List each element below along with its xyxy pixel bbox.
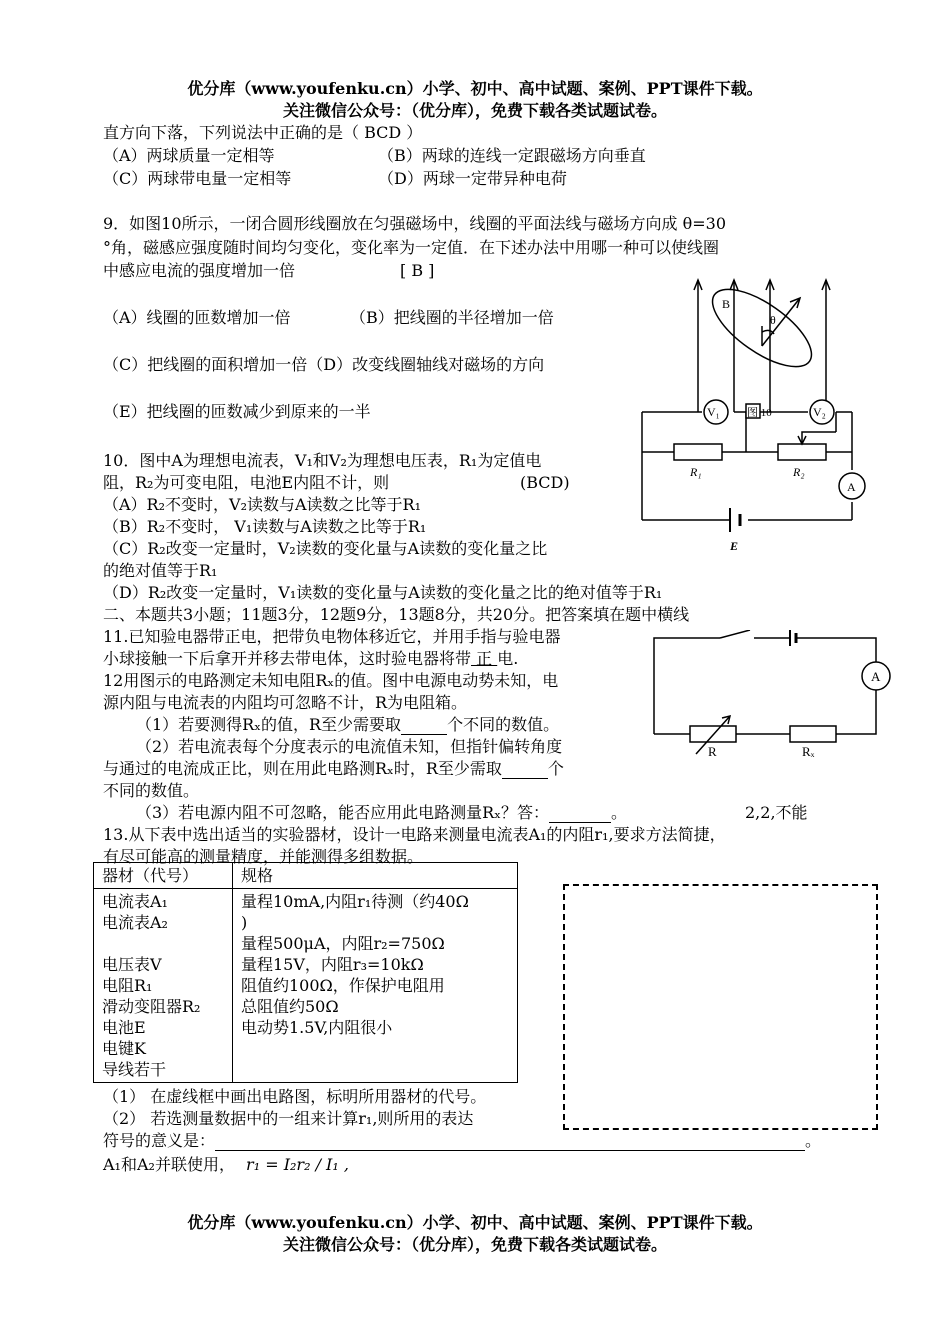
- q9-option-b: （B）把线圈的半径增加一倍: [350, 308, 554, 327]
- q9-line-3: 中感应电流的强度增加一倍: [103, 261, 296, 280]
- table-header-spec: 规格: [233, 863, 518, 889]
- q8-stem: 直方向下落，下列说法中正确的是（ BCD ）: [103, 123, 423, 142]
- table-spec-a1-cont: ): [241, 913, 248, 932]
- fig10-label-r1: R₁: [690, 465, 702, 479]
- fig10-label-theta: θ: [770, 313, 776, 327]
- fig12-label-a: A: [871, 669, 881, 684]
- q12-part-2b: 与通过的电流成正比，则在用此电路测Rₓ时，R至少需取: [103, 759, 502, 778]
- q13-answer: [103, 1154, 349, 1175]
- q12-line-2: 源内阻与电流表的内阻均可忽略不计，R为电阻箱。: [103, 693, 468, 712]
- q13-formula: r₁ = I₂r₂ / I₁ ,: [246, 1155, 349, 1174]
- q12-part-1a: （1）若要测得Rₓ的值，R至少需要取: [136, 715, 402, 734]
- q12-part-1b: 个不同的数值。: [447, 715, 560, 734]
- q12-blank-3[interactable]: [549, 804, 611, 823]
- table-spec-a1: 量程10mA,内阻r₁待测（约40Ω: [241, 892, 469, 911]
- q12-part-3: [136, 802, 627, 823]
- fig10-label-r2: R₂: [793, 465, 805, 479]
- q12-part-3a: （3）若电源内阻不可忽略，能否应用此电路测量Rₓ？答：: [136, 803, 550, 822]
- fig12-label-r: R: [708, 744, 717, 759]
- table-name-r2: 滑动变阻器R₂: [102, 997, 201, 1016]
- q10-line-2: 阻，R₂为可变电阻，电池E内阻不计，则: [103, 473, 390, 492]
- fig10-label-v2: V₂: [813, 405, 826, 419]
- q13-part-2-end: 。: [805, 1131, 822, 1150]
- q12-answer: 2,2,不能: [745, 803, 808, 822]
- circuit-drawing-box[interactable]: [563, 884, 878, 1130]
- q12-blank-1[interactable]: [401, 716, 447, 735]
- table-spec-e: 电动势1.5V,内阻很小: [241, 1018, 393, 1037]
- q12-line-1: 12用图示的电路测定未知电阻Rₓ的值。图中电源电动势未知，电: [103, 671, 559, 690]
- q9-answer: [ B ]: [400, 261, 435, 280]
- q10-answer: (BCD): [520, 473, 570, 492]
- q8-option-c: （C）两球带电量一定相等: [103, 169, 292, 188]
- q10-option-d: （D）R₂改变一定量时，V₁读数的变化量与A读数的变化量之比的绝对值等于R₁: [103, 583, 663, 602]
- q13-line-2: 有尽可能高的测量精度，并能测得多组数据。: [103, 847, 424, 866]
- q12-part-3-end: 。: [611, 803, 628, 822]
- figure-12-diagram: [650, 630, 915, 760]
- table-name-a2: 电流表A₂: [102, 913, 168, 932]
- section-2-title: 二、本题共3小题；11题3分，12题9分，13题8分，共20分。把答案填在题中横线: [103, 605, 690, 624]
- q8-option-b: （B）两球的连线一定跟磁场方向垂直: [378, 146, 646, 165]
- table-spec-r2: 总阻值约50Ω: [241, 997, 339, 1016]
- q13-answer-text: A₁和A₂并联使用，: [103, 1155, 235, 1174]
- q13-part-2: （2） 若选测量数据中的一组来计算r₁,则所用的表达: [103, 1109, 474, 1128]
- q13-part-1: （1） 在虚线框中画出电路图，标明所用器材的代号。: [103, 1087, 487, 1106]
- table-name-spacer: [102, 933, 224, 954]
- table-spec-v: 量程15V，内阻r₃=10kΩ: [241, 955, 424, 974]
- table-spec-r1: 阻值约100Ω，作保护电阻用: [241, 976, 445, 995]
- q9-line-2: °角，磁感应强度随时间均匀变化，变化率为一定值．在下述办法中用哪一种可以使线圈: [103, 238, 720, 257]
- q12-part-2: [103, 758, 564, 779]
- footer-line-2: 关注微信公众号：（优分库），免费下载各类试题试卷。: [282, 1235, 667, 1254]
- q9-option-e: （E）把线圈的匝数减少到原来的一半: [103, 402, 371, 421]
- fig12-label-rx: Rₓ: [802, 744, 815, 759]
- q11-line-2a: 小球接触一下后拿开并移去带电体，这时验电器将带: [103, 649, 472, 668]
- q10-option-a: （A）R₂不变时，V₂读数与A读数之比等于R₁: [103, 495, 422, 514]
- header-line-2: 关注微信公众号：（优分库），免费下载各类试题试卷。: [282, 101, 667, 120]
- q9-option-a: （A）线圈的匝数增加一倍: [103, 308, 291, 327]
- table-header-name: 器材（代号）: [94, 863, 233, 889]
- table-spec-a2: 量程500μA，内阻r₂=750Ω: [241, 934, 445, 953]
- table-spec-spacer: [241, 1038, 509, 1080]
- fig10-label-a: A: [847, 480, 856, 494]
- table-name-a1: 电流表A₁: [102, 892, 168, 911]
- q11-line-2b: 电.: [497, 649, 519, 668]
- q8-option-d: （D）两球一定带异种电荷: [378, 169, 567, 188]
- q9-option-cd: （C）把线圈的面积增加一倍（D）改变线圈轴线对磁场的方向: [103, 355, 545, 374]
- table-name-wires: 导线若干: [102, 1060, 167, 1079]
- figure-10-diagram: [630, 270, 870, 560]
- table-name-k: 电键K: [102, 1039, 146, 1058]
- header-line-1: 优分库（www.youfenku.cn）小学、初中、高中试题、案例、PPT课件下载。: [187, 79, 763, 98]
- fig10-label-b: B: [722, 297, 731, 311]
- q10-option-b: （B）R₂不变时， V₁读数与A读数之比等于R₁: [103, 517, 427, 536]
- q12-blank-2[interactable]: [502, 760, 548, 779]
- q13-blank-meaning[interactable]: [215, 1132, 805, 1151]
- q11-blank-answer: 正: [471, 649, 498, 668]
- q10-line-1: 10．图中A为理想电流表，V₁和V₂为理想电压表，R₁为定值电: [103, 451, 542, 470]
- fig10-caption: 图 10: [747, 407, 772, 419]
- q13-part-2b: [103, 1130, 821, 1151]
- q10-option-c-2: 的绝对值等于R₁: [103, 561, 218, 580]
- table-name-e: 电池E: [102, 1018, 146, 1037]
- q12-part-2a: （2）若电流表每个分度表示的电流值未知，但指针偏转角度: [136, 737, 563, 756]
- footer-line-1: 优分库（www.youfenku.cn）小学、初中、高中试题、案例、PPT课件下载。: [187, 1213, 763, 1232]
- q12-part-1: [136, 714, 559, 735]
- q13-line-1: 13.从下表中选出适当的实验器材，设计一电路来测量电流表A₁的内阻r₁,要求方法简捷，: [103, 825, 726, 844]
- q11-line-1: 11.已知验电器带正电，把带负电物体移近它，并用手指与验电器: [103, 627, 561, 646]
- q12-part-2c: 个: [547, 759, 564, 778]
- table-name-v: 电压表V: [102, 955, 162, 974]
- fig10-label-e: E: [730, 539, 739, 553]
- q9-line-1: 9．如图10所示，一闭合圆形线圈放在匀强磁场中，线圈的平面法线与磁场方向成 θ=30: [103, 214, 727, 233]
- q11-line-2: [103, 648, 518, 669]
- q8-option-a: （A）两球质量一定相等: [103, 146, 275, 165]
- table-names-cell: [94, 889, 233, 1083]
- table-specs-cell: [233, 889, 518, 1083]
- q13-symbol-meaning: 符号的意义是：: [103, 1131, 216, 1150]
- q12-part-2d: 不同的数值。: [103, 781, 200, 800]
- fig10-label-v1: V₁: [707, 405, 720, 419]
- table-name-r1: 电阻R₁: [102, 976, 153, 995]
- equipment-table: [93, 862, 518, 1083]
- q10-option-c-1: （C）R₂改变一定量时，V₂读数的变化量与A读数的变化量之比: [103, 539, 548, 558]
